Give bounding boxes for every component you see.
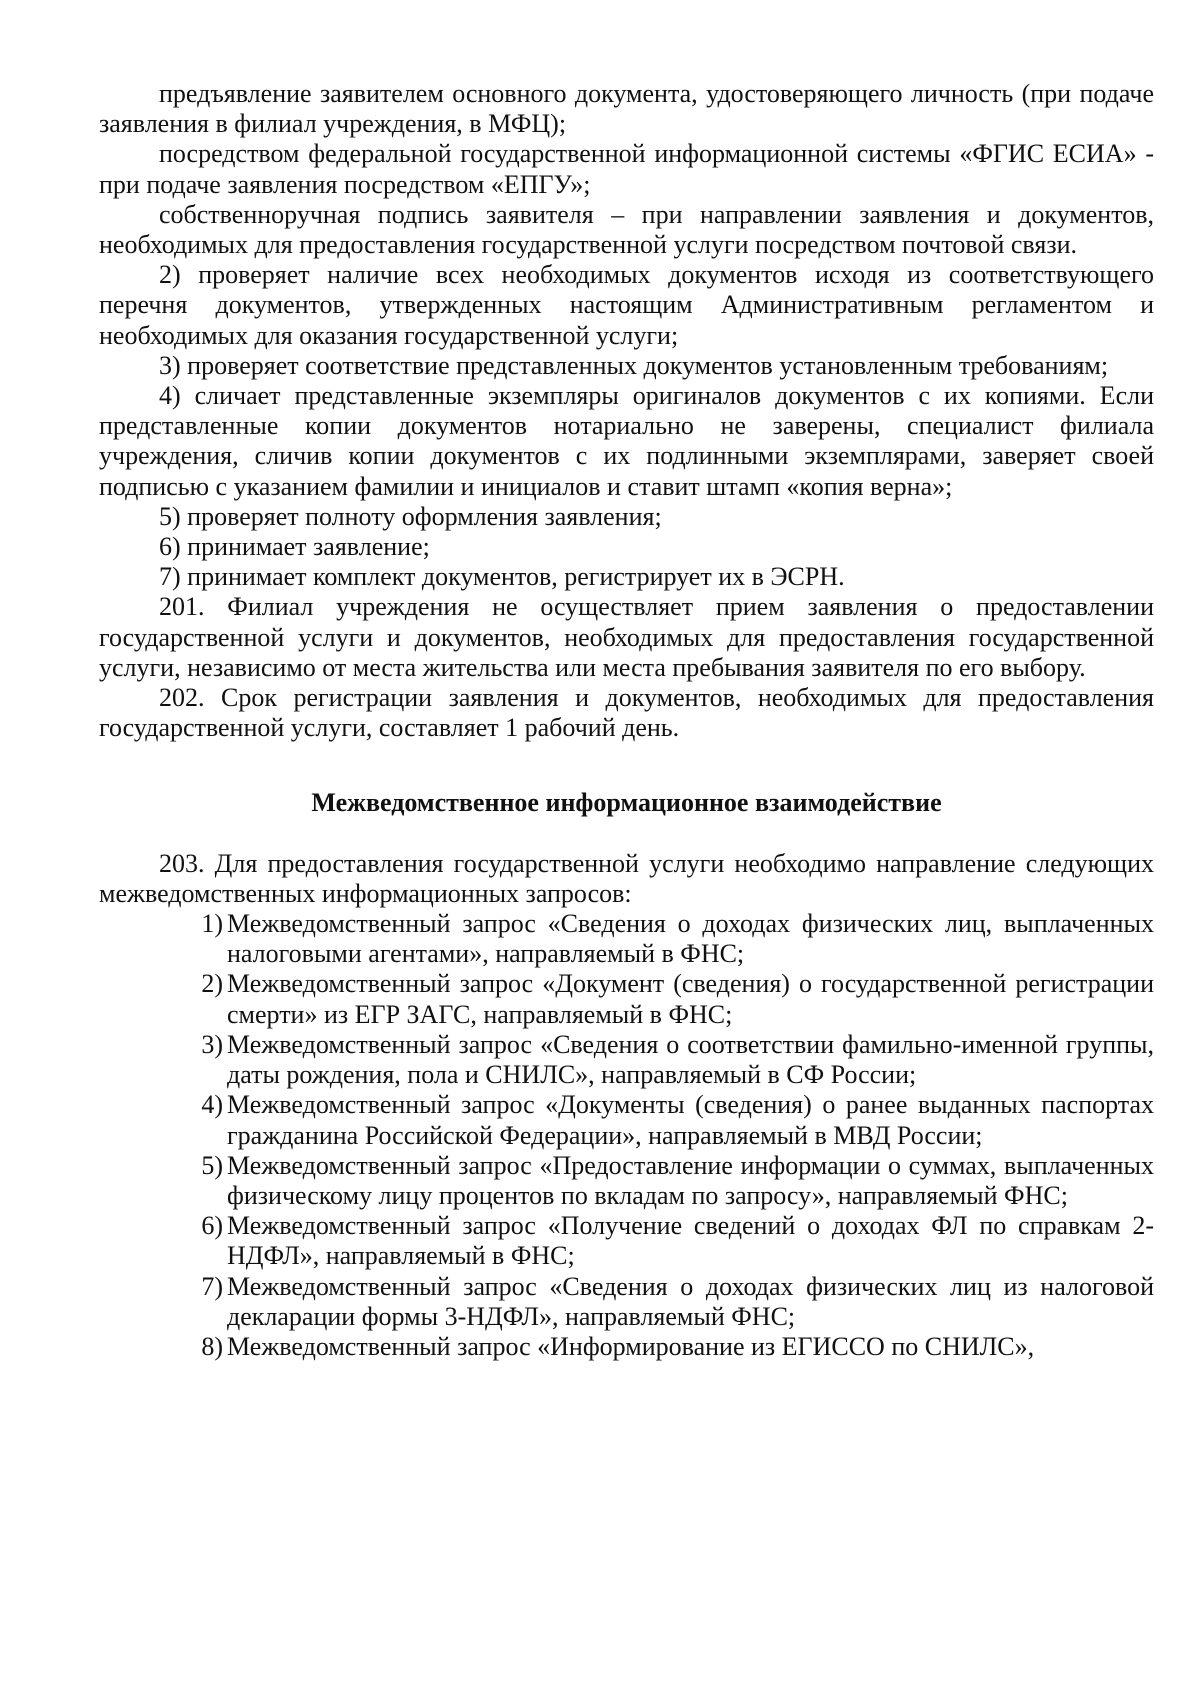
- paragraph-201: 201. Филиал учреждения не осуществляет прием заявления о предоставлении государственной услуги и документов, необходимых для предоставления государственной услуги, независимо от места жительства или места пребывания заявителя по его выбору.: [99, 592, 1154, 682]
- top-section: [99, 79, 1154, 743]
- list-item-number: 8): [201, 1331, 223, 1361]
- list-item-number: 6): [201, 1211, 223, 1241]
- list-item: [99, 1211, 1154, 1271]
- list-item-number: 7): [201, 1271, 223, 1301]
- paragraph-item-7: 7) принимает комплект документов, регистрирует их в ЭСРН.: [159, 562, 845, 592]
- list-item-text: Межведомственный запрос «Получение сведений о доходах ФЛ по справкам 2-НДФЛ», направляемый в ФНС;: [227, 1211, 1154, 1271]
- list-item: [99, 969, 1154, 1029]
- list-item-text: Межведомственный запрос «Предоставление информации о суммах, выплаченных физическому лицу процентов по вкладам по запросу», направляемый ФНС;: [227, 1150, 1154, 1210]
- list-item: [99, 909, 1154, 969]
- paragraph-signature: собственноручная подпись заявителя – при направлении заявления и документов, необходимых для предоставления государственной услуги посредством почтовой связи.: [99, 199, 1154, 260]
- list-item: [99, 1332, 1154, 1362]
- list-item-number: 2): [201, 969, 223, 999]
- list-item-number: 5): [201, 1150, 223, 1180]
- list-item: [99, 1272, 1154, 1332]
- list-item-text: Межведомственный запрос «Информирование из ЕГИССО по СНИЛС»,: [227, 1331, 1035, 1361]
- list-item: [99, 1030, 1154, 1090]
- list-item-number: 4): [201, 1090, 223, 1120]
- list-item-text: Межведомственный запрос «Сведения о доходах физических лиц из налоговой декларации формы 3-НДФЛ», направляемый ФНС;: [227, 1271, 1154, 1331]
- paragraph-item-6: 6) принимает заявление;: [159, 532, 430, 562]
- paragraph-item-4: 4) сличает представленные экземпляры оригиналов документов с их копиями. Если представленные копии документов нотариально не заверены, специалист филиала учреждения, сличив копии документов с их подлинными экземплярами, заверяет своей подписью с указанием фамилии и инициалов и ставит штамп «копия верна»;: [99, 381, 1154, 501]
- paragraph-item-2: 2) проверяет наличие всех необходимых документов исходя из соответствующего перечня документов, утвержденных настоящим Административным регламентом и необходимых для оказания государственной услуги;: [99, 260, 1154, 350]
- paragraph-203: 203. Для предоставления государственной услуги необходимо направление следующих межведомственных информационных запросов:: [99, 848, 1154, 908]
- paragraph-identity-document: предъявление заявителем основного документа, удостоверяющего личность (при подаче заявления в филиал учреждения, в МФЦ);: [99, 79, 1154, 139]
- paragraph-202: 202. Срок регистрации заявления и документов, необходимых для предоставления государственной услуги, составляет 1 рабочий день.: [99, 683, 1154, 743]
- list-item: [99, 1090, 1154, 1150]
- paragraph-item-3: 3) проверяет соответствие представленных документов установленным требованиям;: [159, 350, 1109, 380]
- list-item-text: Межведомственный запрос «Документы (сведения) о ранее выданных паспортах гражданина Российской Федерации», направляемый в МВД России;: [227, 1090, 1154, 1150]
- section-heading: Межведомственное информационное взаимодействие: [311, 788, 942, 818]
- list-item: [99, 1151, 1154, 1211]
- list-item-text: Межведомственный запрос «Сведения о соответствии фамильно-именной группы, даты рождения, пола и СНИЛС», направляемый в СФ России;: [227, 1029, 1154, 1090]
- paragraph-item-5: 5) проверяет полноту оформления заявления;: [159, 501, 662, 531]
- list-item-text: Межведомственный запрос «Документ (сведения) о государственной регистрации смерти» из ЕГР ЗАГС, направляемый в ФНС;: [227, 969, 1154, 1029]
- list-item-number: 3): [201, 1029, 223, 1059]
- paragraph-esia: посредством федеральной государственной информационной системы «ФГИС ЕСИА» - при подаче заявления посредством «ЕПГУ»;: [99, 139, 1154, 199]
- list-item-text: Межведомственный запрос «Сведения о доходах физических лиц, выплаченных налоговыми агентами», направляемый в ФНС;: [227, 909, 1154, 969]
- list-item-number: 1): [201, 909, 223, 939]
- requests-list: [99, 909, 1154, 1362]
